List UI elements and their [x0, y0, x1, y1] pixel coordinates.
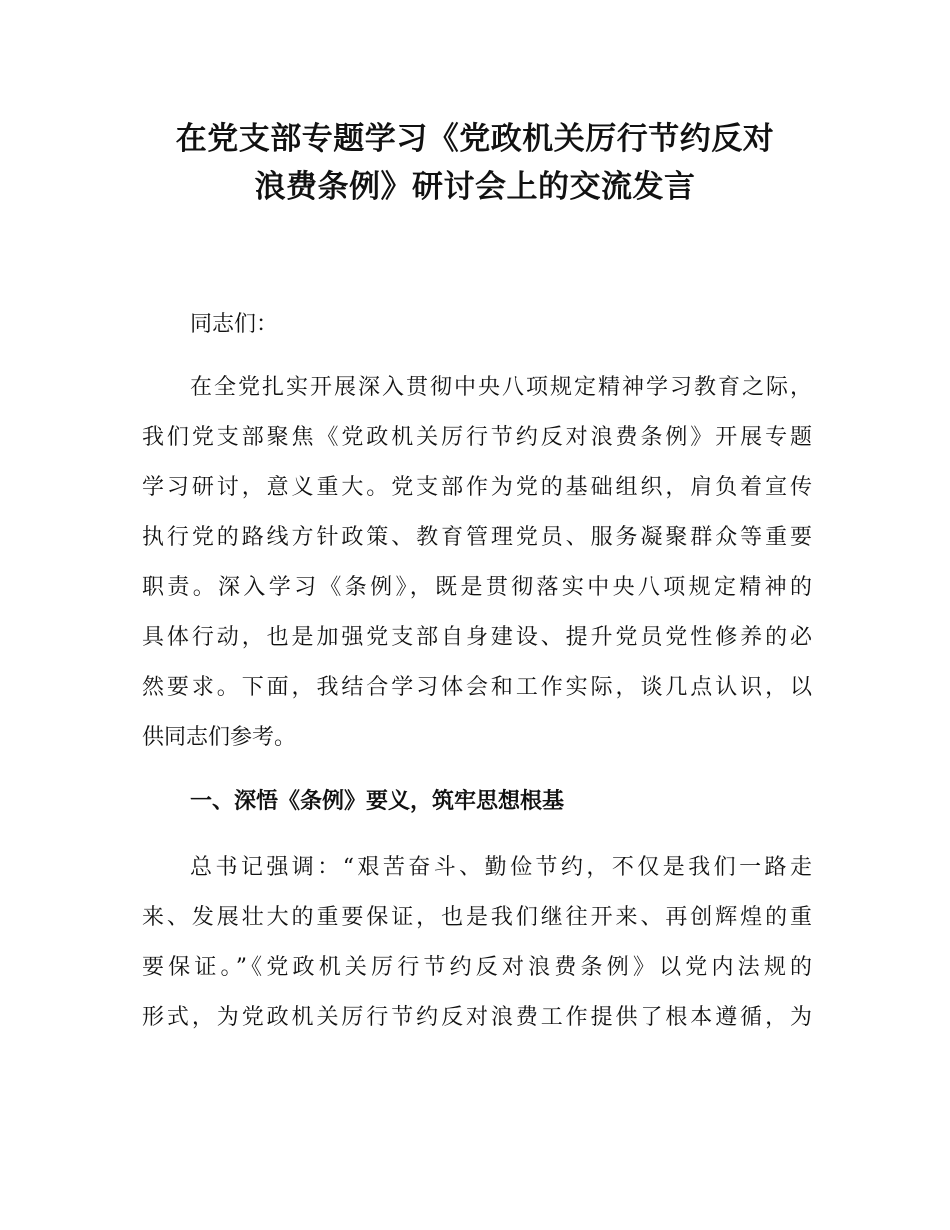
paragraph-line: 形式，为党政机关厉行节约反对浪费工作提供了根本遵循，为 [142, 1005, 812, 1030]
paragraph-line: 供同志们参考。 [142, 725, 297, 750]
paragraph-line: 我们党支部聚焦《党政机关厉行节约反对浪费条例》开展专题 [142, 425, 812, 450]
paragraph-line: 执行党的路线方针政策、教育管理党员、服务凝聚群众等重要 [142, 525, 812, 550]
salutation: 同志们： [190, 312, 279, 337]
section-heading: 一、深悟《条例》要义，筑牢思想根基 [190, 789, 565, 814]
paragraph-line: 来、发展壮大的重要保证，也是我们继往开来、再创辉煌的重 [142, 905, 812, 930]
document-title-line-1: 在党支部专题学习《党政机关厉行节约反对 [175, 121, 775, 157]
paragraph-line: 学习研讨，意义重大。党支部作为党的基础组织，肩负着宣传 [142, 475, 812, 500]
paragraph-line: 在全党扎实开展深入贯彻中央八项规定精神学习教育之际， [190, 375, 812, 400]
paragraph-line: 然要求。下面，我结合学习体会和工作实际，谈几点认识，以 [142, 675, 812, 700]
paragraph-line: 具体行动，也是加强党支部自身建设、提升党员党性修养的必 [142, 625, 812, 650]
paragraph-line: 要保证。”《党政机关厉行节约反对浪费条例》以党内法规的 [142, 955, 812, 980]
document-title-line-2: 浪费条例》研讨会上的交流发言 [254, 169, 696, 205]
paragraph-line: 职责。深入学习《条例》，既是贯彻落实中央八项规定精神的 [142, 575, 812, 600]
paragraph-line: 总书记强调：“艰苦奋斗、勤俭节约，不仅是我们一路走 [190, 855, 812, 880]
